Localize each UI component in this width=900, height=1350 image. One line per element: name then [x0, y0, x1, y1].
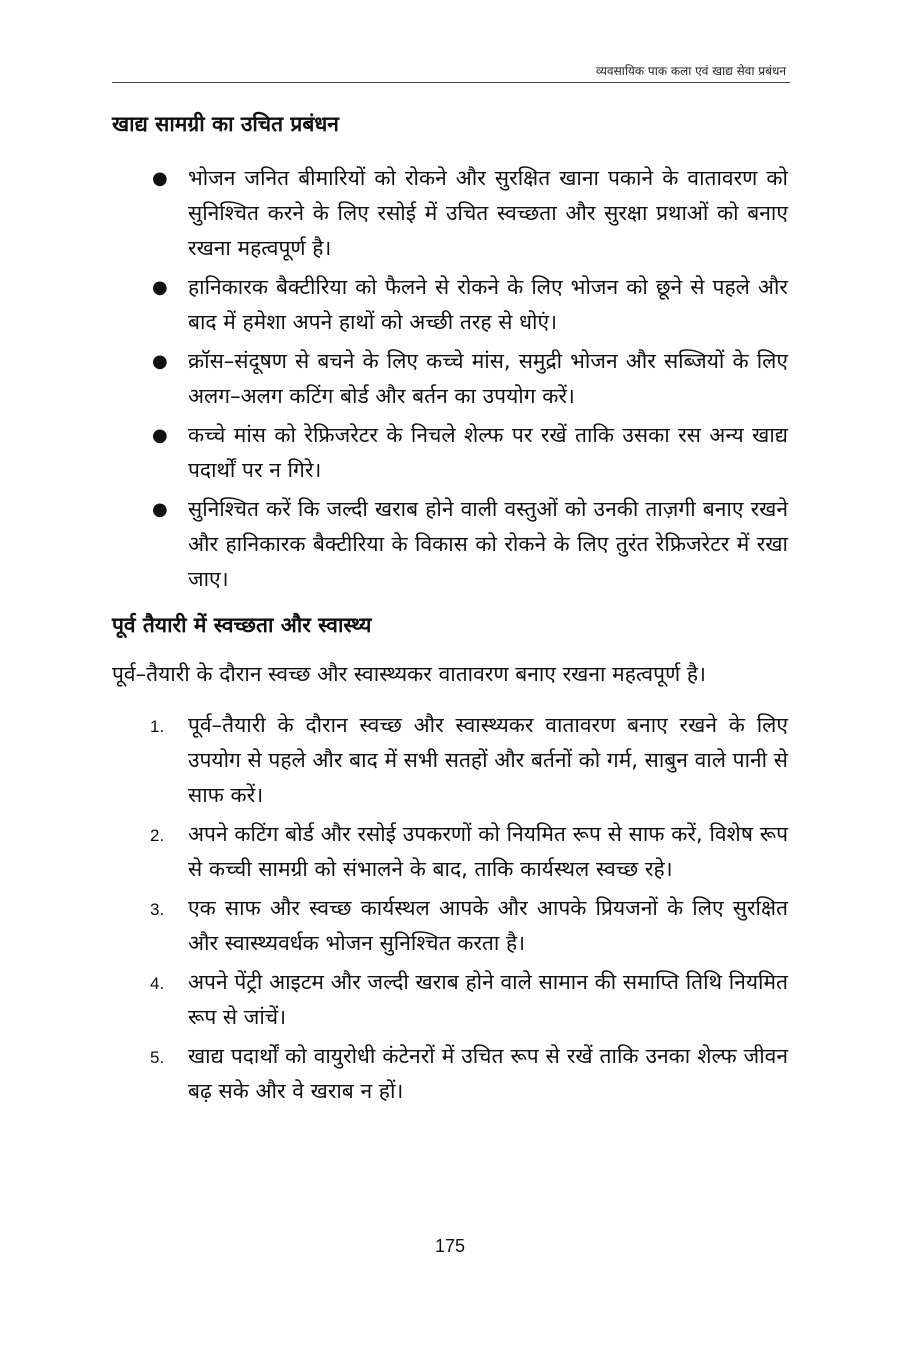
page-body	[112, 110, 788, 1113]
bullet-icon: ●	[152, 425, 168, 447]
section-heading-food-management: खाद्य सामग्री का उचित प्रबंधन	[112, 112, 339, 136]
list-number: 3.	[150, 899, 165, 919]
list-number: 4.	[150, 973, 165, 993]
list-item	[112, 891, 788, 961]
list-item-text: भोजन जनित बीमारियों को रोकने और सुरक्षित खाना पकाने के वातावरण को सुनिश्चित करने के लिए रसोई में उचित स्वच्छता और सुरक्षा प्रथाओं को बनाए रखना महत्वपूर्ण है।	[188, 166, 788, 261]
list-item-text: क्रॉस–संदूषण से बचने के लिए कच्चे मांस, समुद्री भोजन और सब्जियों के लिए अलग–अलग कटिंग बोर्ड और बर्तन का उपयोग करें।	[188, 349, 788, 409]
bullet-icon: ●	[152, 351, 168, 373]
list-item	[112, 418, 788, 488]
list-item	[112, 1039, 788, 1109]
list-item-text: पूर्व–तैयारी के दौरान स्वच्छ और स्वास्थ्यकर वातावरण बनाए रखने के लिए उपयोग से पहले और बाद में सभी सतहों और बर्तनों को गर्म, साबुन वाले पानी से साफ करें।	[188, 712, 788, 807]
bullet-list	[112, 161, 788, 597]
header-divider	[112, 82, 790, 83]
list-item	[112, 817, 788, 887]
list-item-text: अपने पेंट्री आइटम और जल्दी खराब होने वाले सामान की समाप्ति तिथि नियमित रूप से जांचें।	[188, 969, 788, 1029]
list-item-text: हानिकारक बैक्टीरिया को फैलने से रोकने के लिए भोजन को छूने से पहले और बाद में हमेशा अपने हाथों को अच्छी तरह से धोएं।	[188, 275, 788, 335]
numbered-list	[112, 708, 788, 1109]
intro-paragraph: पूर्व–तैयारी के दौरान स्वच्छ और स्वास्थ्यकर वातावरण बनाए रखना महत्वपूर्ण है।	[112, 661, 706, 686]
list-item	[112, 492, 788, 597]
list-item	[112, 161, 788, 266]
list-item	[112, 965, 788, 1035]
bullet-icon: ●	[152, 168, 168, 190]
list-item	[112, 270, 788, 340]
list-item	[112, 344, 788, 414]
list-item	[112, 708, 788, 813]
list-number: 5.	[150, 1047, 165, 1067]
list-item-text: खाद्य पदार्थों को वायुरोधी कंटेनरों में उचित रूप से रखें ताकि उनका शेल्फ जीवन बढ़ सके और वे खराब न हों।	[188, 1043, 788, 1103]
list-item-text: अपने कटिंग बोर्ड और रसोई उपकरणों को नियमित रूप से साफ करें, विशेष रूप से कच्ची सामग्री को संभालने के बाद, ताकि कार्यस्थल स्वच्छ रहे।	[188, 821, 788, 881]
list-number: 1.	[150, 716, 165, 736]
list-item-text: सुनिश्चित करें कि जल्दी खराब होने वाली वस्तुओं को उनकी ताज़गी बनाए रखने और हानिकारक बैक्टीरिया के विकास को रोकने के लिए तुरंत रेफ्रिजरेटर में रखा जाए।	[188, 497, 788, 592]
list-number: 2.	[150, 825, 165, 845]
list-item-text: एक साफ और स्वच्छ कार्यस्थल आपके और आपके प्रियजनों के लिए सुरक्षित और स्वास्थ्यवर्धक भोजन सुनिश्चित करता है।	[188, 895, 788, 955]
running-header-title: व्यवसायिक पाक कला एवं खाद्य सेवा प्रबंधन	[595, 64, 786, 78]
section-heading-hygiene: पूर्व तैयारी में स्वच्छता और स्वास्थ्य	[112, 613, 372, 638]
page-number: 175	[434, 1236, 466, 1256]
bullet-icon: ●	[152, 499, 168, 521]
bullet-icon: ●	[152, 277, 168, 299]
list-item-text: कच्चे मांस को रेफ्रिजरेटर के निचले शेल्फ पर रखें ताकि उसका रस अन्य खाद्य पदार्थों पर न गिरे।	[188, 423, 788, 483]
